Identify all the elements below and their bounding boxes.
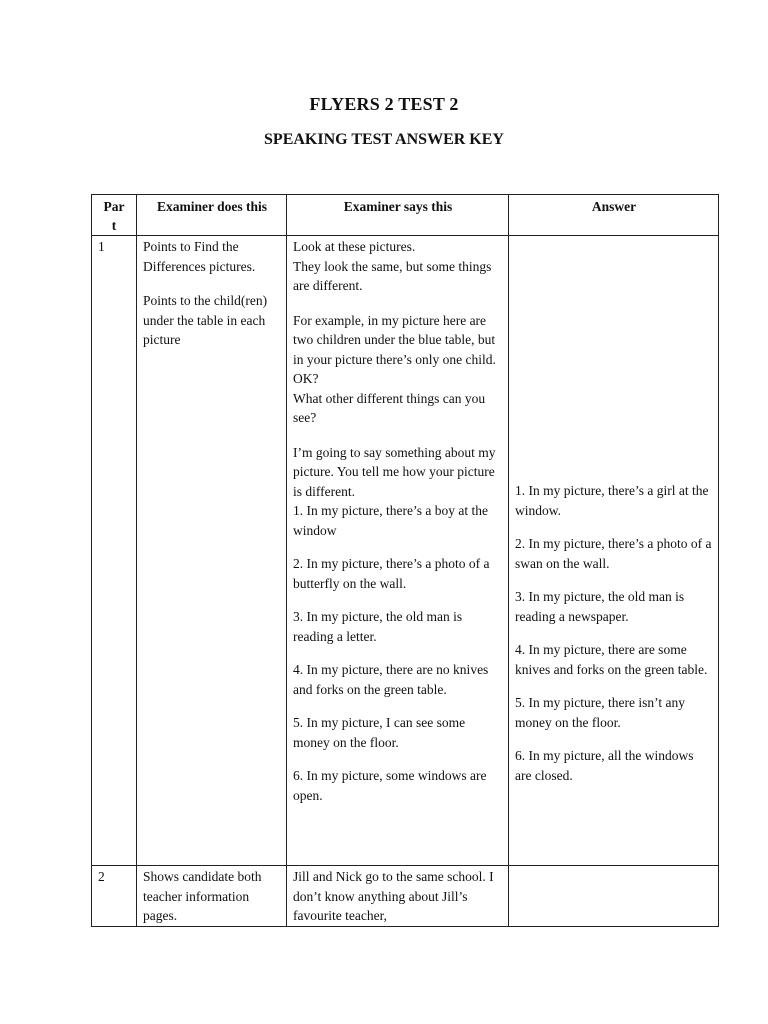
- answer-item: 1. In my picture, there’s a girl at the window.: [515, 483, 709, 518]
- says-text: Look at these pictures.: [293, 239, 416, 254]
- examiner-does-cell: [137, 236, 287, 866]
- does-text: Points to the child(ren) under the table in each picture: [143, 293, 268, 347]
- document-subtitle: SPEAKING TEST ANSWER KEY: [264, 131, 504, 148]
- answer-item: 2. In my picture, there’s a photo of a swan on the wall.: [515, 536, 712, 571]
- says-item: 5. In my picture, I can see some money on the floor.: [293, 715, 466, 750]
- answer-item: 4. In my picture, there are some knives and forks on the green table.: [515, 642, 708, 677]
- says-text: OK?: [293, 371, 319, 386]
- header-examiner-does: Examiner does this: [137, 195, 287, 236]
- header-examiner-says: Examiner says this: [287, 195, 509, 236]
- answer-item: 6. In my picture, all the windows are closed.: [515, 748, 694, 783]
- says-item: 3. In my picture, the old man is reading a letter.: [293, 609, 463, 644]
- header-part-line2: t: [111, 218, 117, 233]
- part-cell: 2: [92, 866, 137, 927]
- document-title: FLYERS 2 TEST 2: [309, 94, 459, 114]
- answer-item: 5. In my picture, there isn’t any money on the floor.: [515, 695, 685, 730]
- part-cell: 1: [92, 236, 137, 866]
- says-text: For example, in my picture here are two children under the blue table, but in your picture there’s only one child.: [293, 312, 496, 367]
- examiner-does-cell: Shows candidate both teacher information pages.: [137, 866, 287, 927]
- examiner-says-cell: Jill and Nick go to the same school. I don’t know anything about Jill’s favourite teacher,: [287, 866, 509, 927]
- header-answer: Answer: [509, 195, 719, 236]
- table-header-row: [92, 195, 719, 236]
- says-item: 6. In my picture, some windows are open.: [293, 768, 487, 803]
- says-item: 4. In my picture, there are no knives and forks on the green table.: [293, 662, 489, 697]
- table-row: [92, 866, 719, 927]
- says-text: They look the same, but some things are different.: [293, 258, 492, 293]
- header-part: [92, 195, 137, 236]
- says-text: What other different things can you see?: [293, 390, 486, 425]
- answer-cell: [509, 866, 719, 927]
- says-text: I’m going to say something about my picture. You tell me how your picture is different.: [293, 444, 496, 499]
- does-text: Points to Find the Differences pictures.: [143, 239, 256, 274]
- header-part-line1: Par: [103, 199, 125, 214]
- answer-key-table: [91, 194, 719, 927]
- examiner-says-cell: [287, 236, 509, 866]
- says-item: 1. In my picture, there’s a boy at the window: [293, 503, 488, 538]
- answer-cell: [509, 236, 719, 866]
- table-row: [92, 236, 719, 866]
- answer-item: 3. In my picture, the old man is reading a newspaper.: [515, 589, 685, 624]
- says-item: 2. In my picture, there’s a photo of a butterfly on the wall.: [293, 556, 490, 591]
